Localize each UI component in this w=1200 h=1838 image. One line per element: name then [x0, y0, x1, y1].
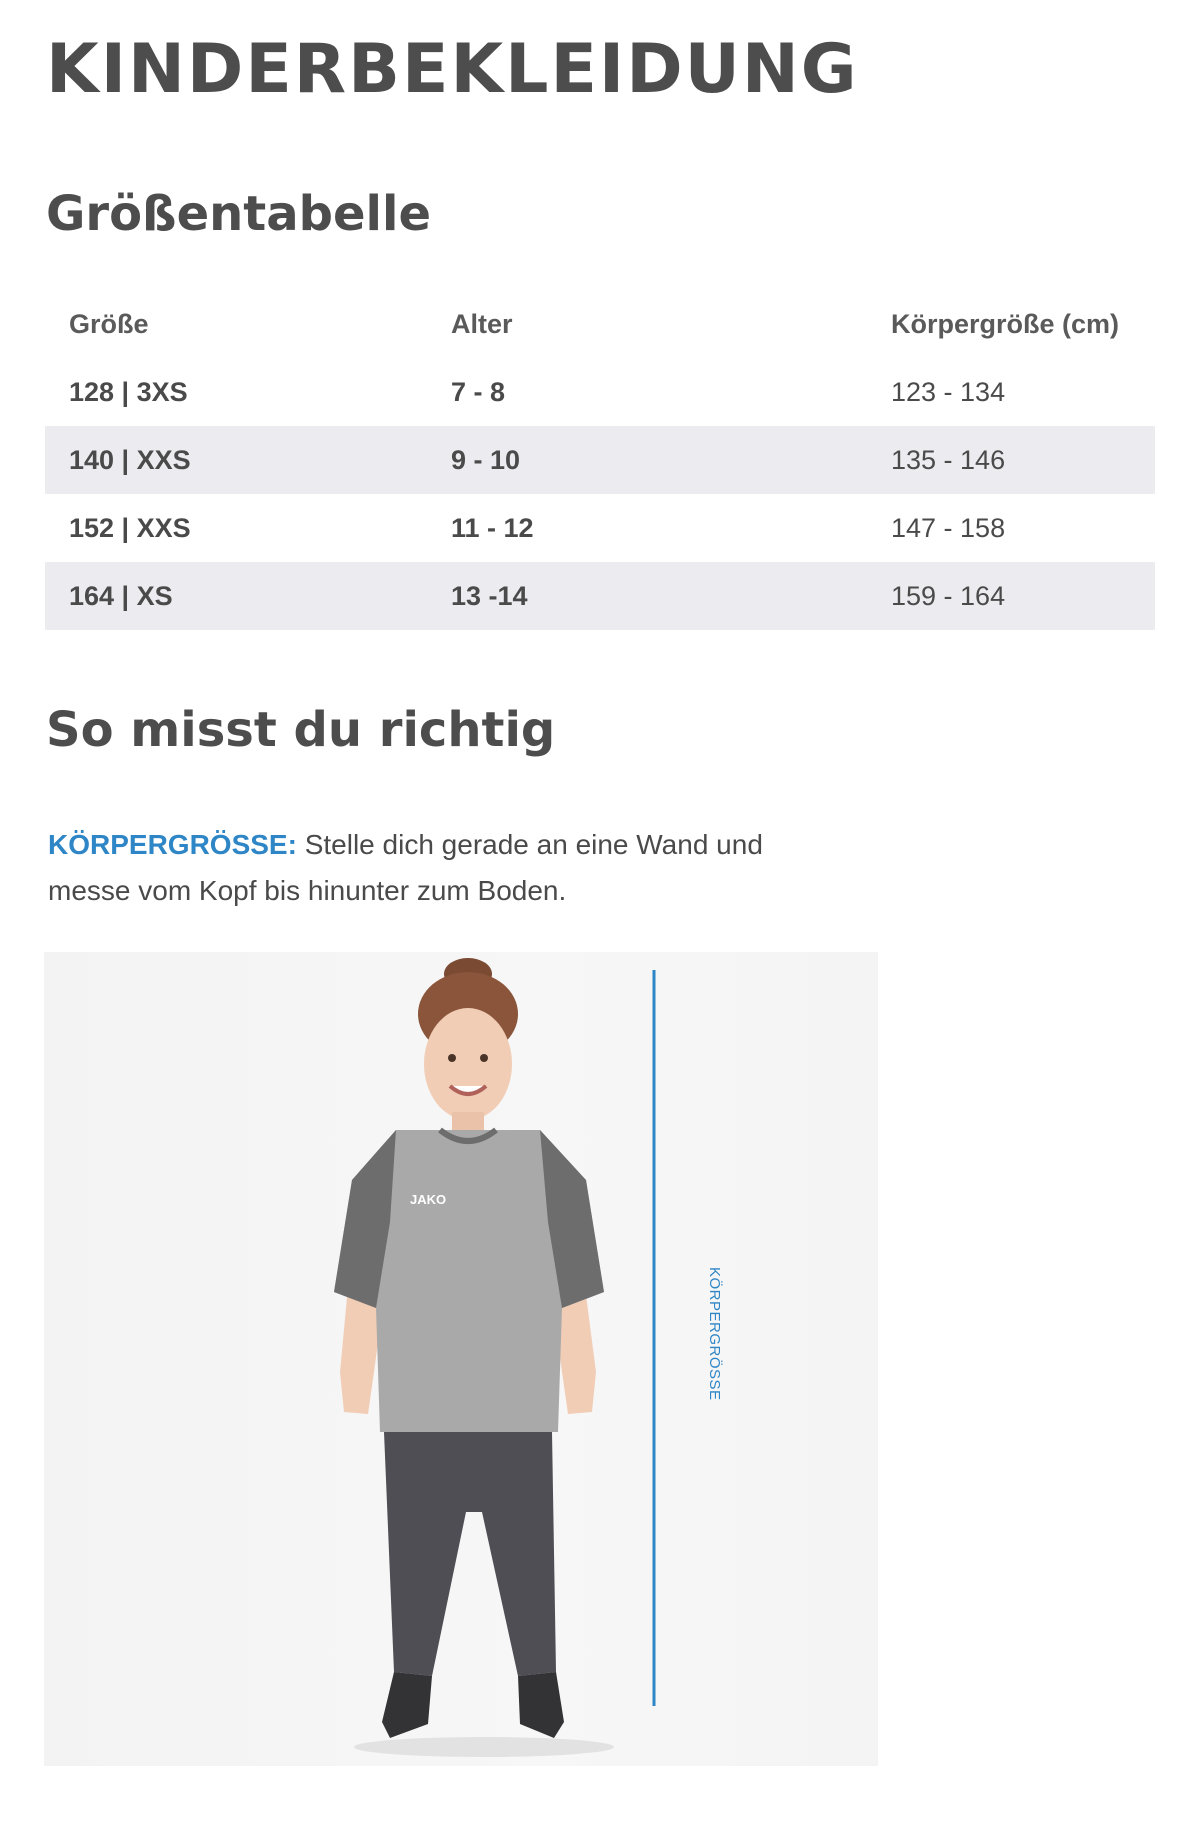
floor-shadow	[354, 1737, 614, 1757]
shirt-logo: JAKO	[410, 1192, 447, 1207]
size-table	[45, 290, 1155, 630]
child-figure-illustration	[44, 952, 878, 1766]
size-cell: 152 | XXS	[69, 512, 191, 543]
right-eye	[480, 1054, 488, 1062]
measuring-instruction	[48, 822, 848, 914]
height-cell: 159 - 164	[867, 562, 1155, 630]
size-cell: 164 | XS	[45, 562, 427, 630]
face	[424, 1008, 512, 1120]
age-cell: 9 - 10	[427, 426, 867, 494]
measuring-text: Stelle dich gerade an eine Wand und messe vom Kopf bis hinunter zum Boden.	[48, 829, 763, 906]
left-sock	[382, 1672, 432, 1738]
measuring-term: KÖRPERGRÖSSE:	[48, 829, 297, 860]
table-row	[45, 358, 1155, 426]
size-cell: 140 | XXS	[45, 426, 427, 494]
height-cell: 147 - 158	[891, 512, 1006, 543]
size-cell: 128 | 3XS	[69, 376, 188, 407]
column-header-height: Körpergröße (cm)	[891, 308, 1120, 339]
pants	[384, 1432, 556, 1676]
page-title: KINDERBEKLEIDUNG	[46, 30, 859, 109]
table-header-row	[45, 290, 1155, 358]
left-eye	[448, 1054, 456, 1062]
measurement-label: KÖRPERGRÖSSE	[706, 1267, 723, 1401]
height-cell: 123 - 134	[891, 376, 1006, 407]
child-measurement-photo	[44, 952, 878, 1766]
table-row	[45, 426, 1155, 494]
age-cell: 11 - 12	[451, 512, 534, 543]
right-sock	[518, 1672, 564, 1738]
measuring-heading: So misst du richtig	[46, 702, 556, 758]
age-cell: 7 - 8	[451, 376, 506, 407]
age-cell: 13 -14	[427, 562, 867, 630]
height-cell: 135 - 146	[867, 426, 1155, 494]
column-header-size: Größe	[69, 308, 149, 339]
table-row	[45, 562, 1155, 630]
table-row	[45, 494, 1155, 562]
size-chart-heading: Größentabelle	[46, 186, 432, 242]
column-header-age: Alter	[451, 308, 513, 339]
